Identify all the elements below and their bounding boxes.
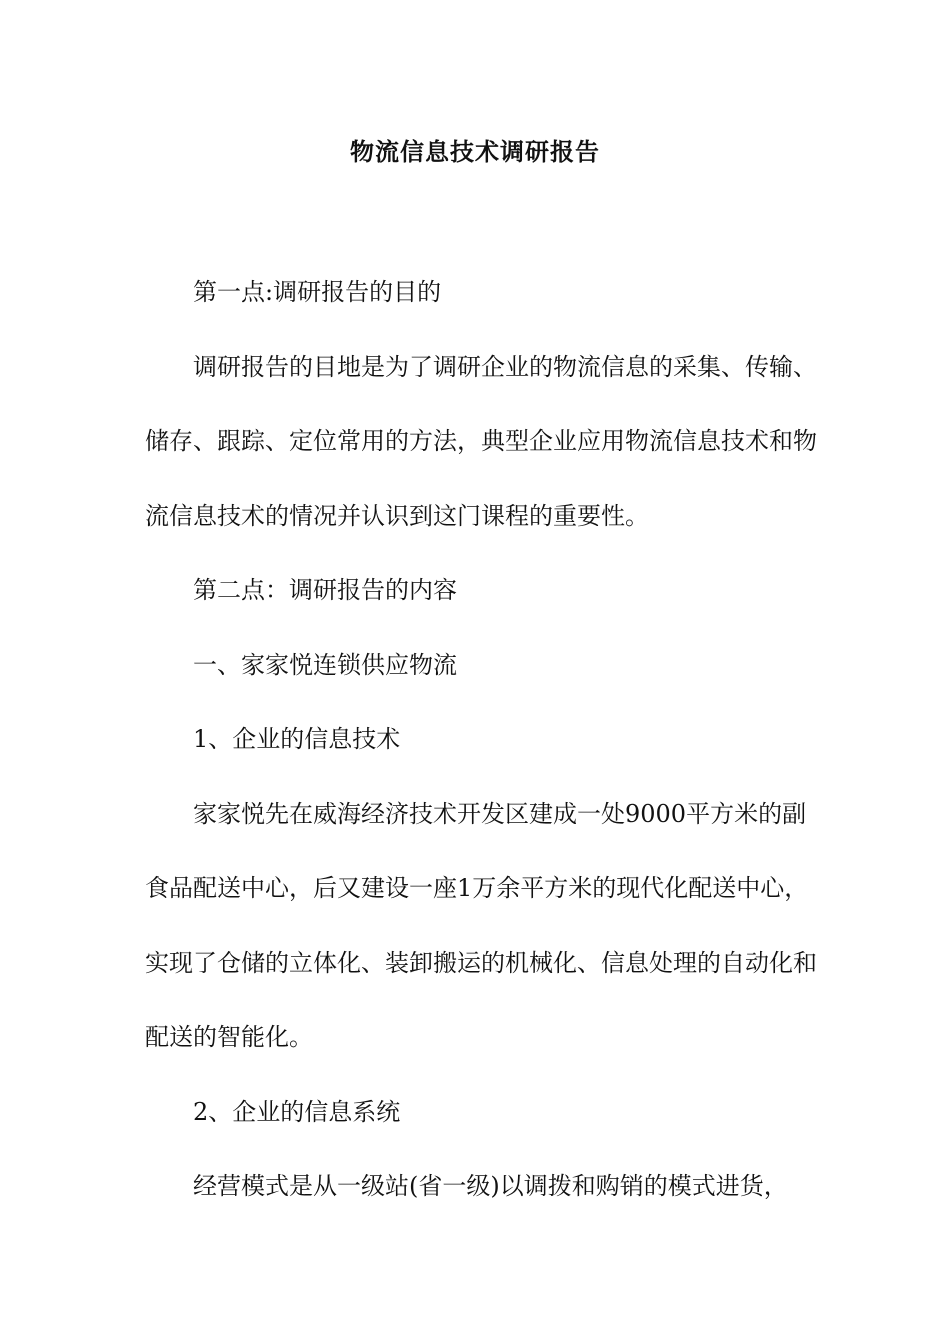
subheading-jiajiayue: 一、家家悦连锁供应物流 [193, 650, 457, 679]
subheading-info-system: 2、企业的信息系统 [193, 1097, 401, 1126]
section-heading-content: 第二点：调研报告的内容 [193, 576, 457, 604]
document-title: 物流信息技术调研报告 [350, 137, 600, 166]
section-heading-purpose: 第一点:调研报告的目的 [193, 278, 442, 306]
subheading-info-technology: 1、企业的信息技术 [193, 725, 401, 753]
document-body [145, 255, 825, 1224]
paragraph-business-model: 经营模式是从一级站(省一级)以调拨和购销的模式进货， [193, 1172, 788, 1200]
paragraph-distribution-center: 家家悦先在威海经济技术开发区建成一处9000平方米的副食品配送中心，后又建设一座1万余平方米的现代化配送中心，实现了仓储的立体化、装卸搬运的机械化、信息处理的自动化和配送的智能化。 [145, 799, 817, 1051]
paragraph-purpose: 调研报告的目地是为了调研企业的物流信息的采集、传输、储存、跟踪、定位常用的方法，典型企业应用物流信息技术和物流信息技术的情况并认识到这门课程的重要性。 [145, 352, 817, 530]
